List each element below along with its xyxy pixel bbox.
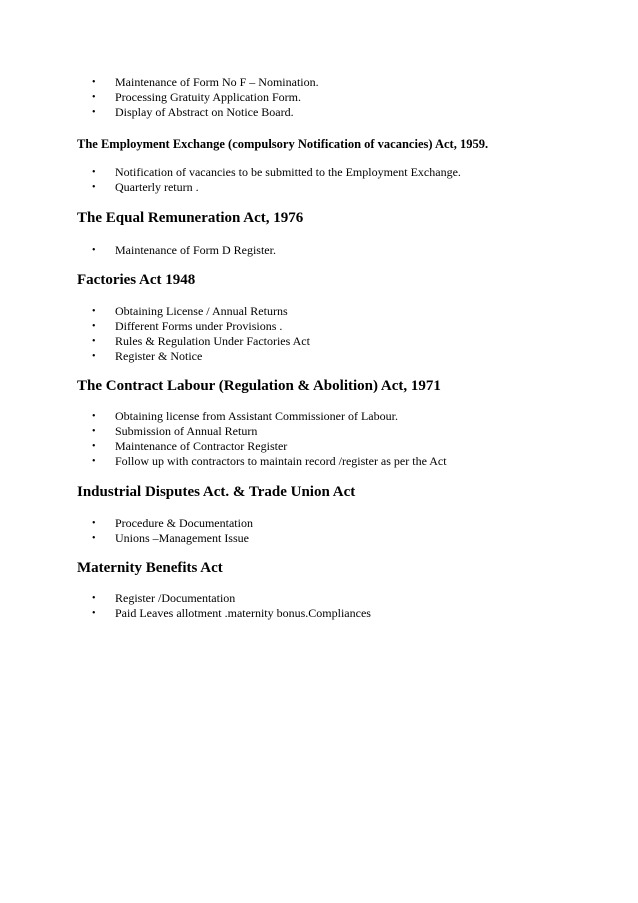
list-item	[92, 165, 461, 180]
bullet-icon: •	[92, 92, 96, 103]
bullet-icon: •	[92, 593, 96, 604]
list-item-text: Different Forms under Provisions .	[115, 319, 283, 333]
section-heading-maternity-benefits: Maternity Benefits Act	[77, 560, 223, 576]
list-item-text: Maintenance of Contractor Register	[115, 439, 288, 453]
list-item	[92, 439, 447, 454]
list-item-text: Obtaining license from Assistant Commissioner of Labour.	[115, 409, 398, 423]
section-list-equal-remuneration	[92, 243, 276, 258]
list-item	[92, 105, 319, 120]
bullet-icon: •	[92, 441, 96, 452]
list-item	[92, 349, 310, 364]
bullet-icon: •	[92, 426, 96, 437]
section-heading-equal-remuneration: The Equal Remuneration Act, 1976	[77, 210, 304, 226]
list-item	[92, 409, 447, 424]
section-list-industrial-disputes	[92, 516, 253, 546]
list-item	[92, 516, 253, 531]
bullet-icon: •	[92, 411, 96, 422]
list-item	[92, 531, 253, 546]
bullet-icon: •	[92, 321, 96, 332]
list-item-text: Paid Leaves allotment .maternity bonus.Compliances	[115, 606, 371, 620]
section-heading-factories-act: Factories Act 1948	[77, 272, 196, 288]
list-item	[92, 180, 461, 195]
section-heading-industrial-disputes: Industrial Disputes Act. & Trade Union Act	[77, 484, 356, 500]
bullet-icon: •	[92, 77, 96, 88]
list-item	[92, 90, 319, 105]
list-item-text: Submission of Annual Return	[115, 424, 258, 438]
bullet-icon: •	[92, 336, 96, 347]
list-item-text: Maintenance of Form D Register.	[115, 243, 276, 257]
section-list-factories-act	[92, 304, 310, 364]
section-list-employment-exchange	[92, 165, 461, 195]
list-item-text: Rules & Regulation Under Factories Act	[115, 334, 310, 348]
list-item-text: Unions –Management Issue	[115, 531, 249, 545]
bullet-icon: •	[92, 456, 96, 467]
bullet-icon: •	[92, 245, 96, 256]
bullet-icon: •	[92, 518, 96, 529]
bullet-icon: •	[92, 107, 96, 118]
list-item	[92, 75, 319, 90]
list-item	[92, 454, 447, 469]
list-item	[92, 606, 371, 621]
bullet-icon: •	[92, 306, 96, 317]
section-heading-employment-exchange: The Employment Exchange (compulsory Notification of vacancies) Act, 1959.	[77, 137, 489, 151]
list-item	[92, 243, 276, 258]
section-heading-contract-labour: The Contract Labour (Regulation & Abolition) Act, 1971	[77, 378, 441, 394]
bullet-icon: •	[92, 351, 96, 362]
list-item	[92, 319, 310, 334]
bullet-icon: •	[92, 533, 96, 544]
list-item-text: Follow up with contractors to maintain record /register as per the Act	[115, 454, 447, 468]
list-item	[92, 304, 310, 319]
intro-list	[92, 75, 319, 120]
section-list-maternity-benefits	[92, 591, 371, 621]
list-item-text: Register & Notice	[115, 349, 203, 363]
list-item-text: Obtaining License / Annual Returns	[115, 304, 288, 318]
bullet-icon: •	[92, 182, 96, 193]
section-list-contract-labour	[92, 409, 447, 469]
list-item	[92, 591, 371, 606]
list-item-text: Processing Gratuity Application Form.	[115, 90, 301, 104]
bullet-icon: •	[92, 167, 96, 178]
list-item	[92, 334, 310, 349]
list-item-text: Procedure & Documentation	[115, 516, 253, 530]
list-item-text: Display of Abstract on Notice Board.	[115, 105, 294, 119]
bullet-icon: •	[92, 608, 96, 619]
list-item-text: Register /Documentation	[115, 591, 236, 605]
list-item	[92, 424, 447, 439]
list-item-text: Quarterly return .	[115, 180, 199, 194]
list-item-text: Maintenance of Form No F – Nomination.	[115, 75, 319, 89]
list-item-text: Notification of vacancies to be submitted to the Employment Exchange.	[115, 165, 461, 179]
